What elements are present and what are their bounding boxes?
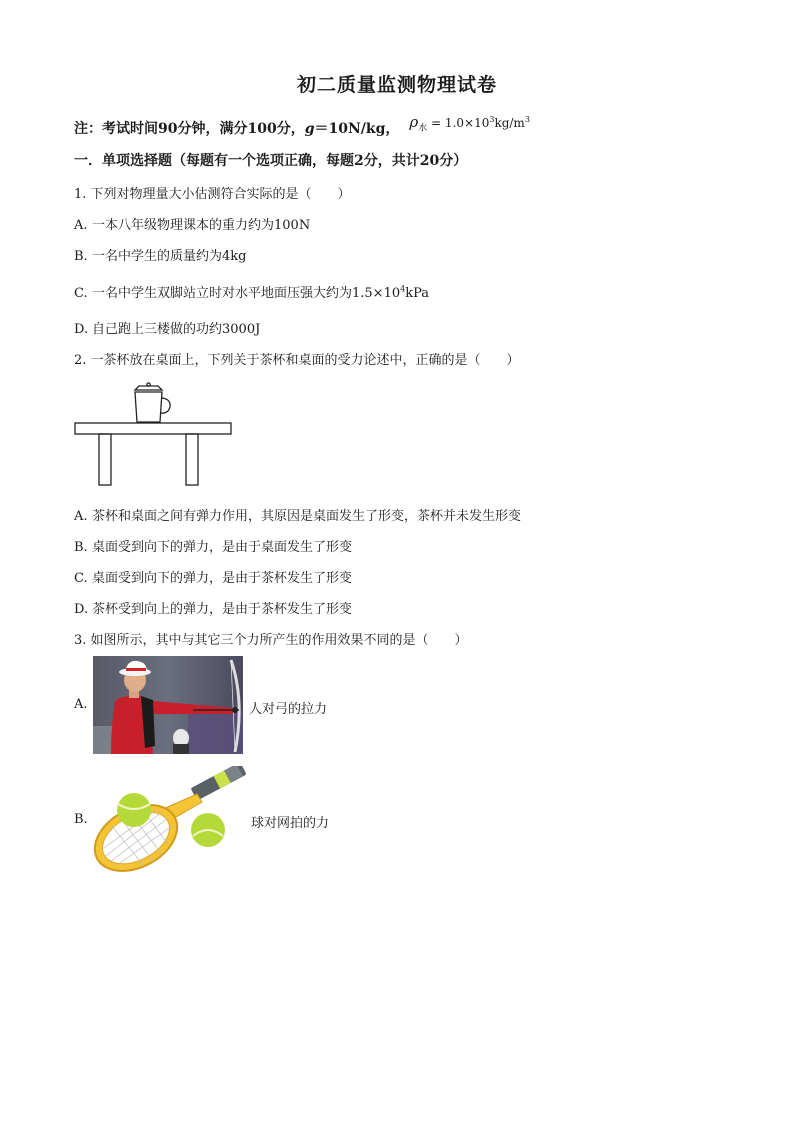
option-label: B. (74, 540, 88, 555)
option-label: B. (74, 812, 88, 827)
rho-subscript: 水 (418, 123, 428, 134)
note-prefix: 注：考试时间90分钟，满分100分， (74, 121, 305, 137)
cup-handle (161, 398, 170, 413)
section-heading: 一．单项选择题（每题有一个选项正确，每题2分，共计20分） (74, 153, 468, 169)
q2-option-d[interactable] (74, 598, 352, 617)
rho-unit: kg/m (494, 116, 525, 130)
q3-option-b[interactable] (74, 812, 92, 827)
q2-option-b[interactable] (74, 536, 352, 555)
q1-option-b[interactable] (74, 245, 246, 264)
rho-exponent: 3 (489, 115, 495, 124)
option-text: 一名中学生双脚站立时对水平地面压强大约为1.5×10 (92, 286, 401, 301)
q3-option-a-text: 人对弓的拉力 (249, 702, 328, 717)
q1-option-d[interactable] (74, 318, 260, 337)
option-label: D. (74, 602, 89, 617)
q1-option-c[interactable] (74, 282, 429, 301)
archer-photo (93, 656, 243, 754)
option-text: 桌面受到向下的弹力，是由于桌面发生了形变 (92, 540, 353, 555)
exam-note (74, 113, 530, 139)
option-unit: kPa (405, 286, 429, 301)
option-text: 自己跑上三楼做的功约3000J (92, 322, 261, 337)
option-label: B. (74, 249, 88, 264)
cup-knob (147, 383, 150, 386)
option-label: C. (74, 571, 88, 586)
cup-body (135, 392, 162, 422)
q3-option-b-text: 球对网拍的力 (251, 816, 330, 831)
question-1-stem: 1. 下列对物理量大小估测符合实际的是（ ） (74, 187, 351, 202)
option-text: 桌面受到向下的弹力，是由于茶杯发生了形变 (92, 571, 353, 586)
rho-symbol: ρ (409, 113, 419, 131)
q3-option-a[interactable] (74, 697, 92, 712)
q1-option-a[interactable] (74, 214, 310, 233)
rho-value: = 1.0×10 (427, 116, 490, 130)
option-text: 一名中学生的质量约为4kg (92, 249, 247, 264)
option-text: 茶杯和桌面之间有弹力作用，其原因是桌面发生了形变，茶杯并未发生形变 (92, 509, 522, 524)
q2-option-a[interactable] (74, 505, 521, 524)
tennis-racket-image (92, 766, 246, 874)
water-density (409, 113, 530, 134)
question-2-stem: 2. 一茶杯放在桌面上，下列关于茶杯和桌面的受力论述中，正确的是（ ） (74, 353, 520, 368)
option-label: C. (74, 286, 88, 301)
g-symbol: g (304, 121, 315, 137)
rho-unit-exponent: 3 (524, 115, 530, 124)
option-text: 一本八年级物理课本的重力约为100N (92, 218, 311, 233)
option-label: A. (74, 697, 88, 712)
cup-on-table-diagram (74, 382, 234, 488)
option-text: 茶杯受到向上的弹力，是由于茶杯发生了形变 (92, 602, 353, 617)
q2-option-c[interactable] (74, 567, 352, 586)
table-leg-right (186, 434, 198, 485)
table-top (75, 423, 231, 434)
option-label: A. (74, 509, 88, 524)
option-exponent: 4 (400, 284, 406, 294)
option-label: A. (74, 218, 88, 233)
question-3-stem: 3. 如图所示，其中与其它三个力所产生的作用效果不同的是（ ） (74, 633, 468, 648)
option-label: D. (74, 322, 89, 337)
g-value: ＝10N/kg， (314, 121, 400, 137)
page-title: 初二质量监测物理试卷 (296, 74, 497, 96)
table-leg-left (99, 434, 111, 485)
